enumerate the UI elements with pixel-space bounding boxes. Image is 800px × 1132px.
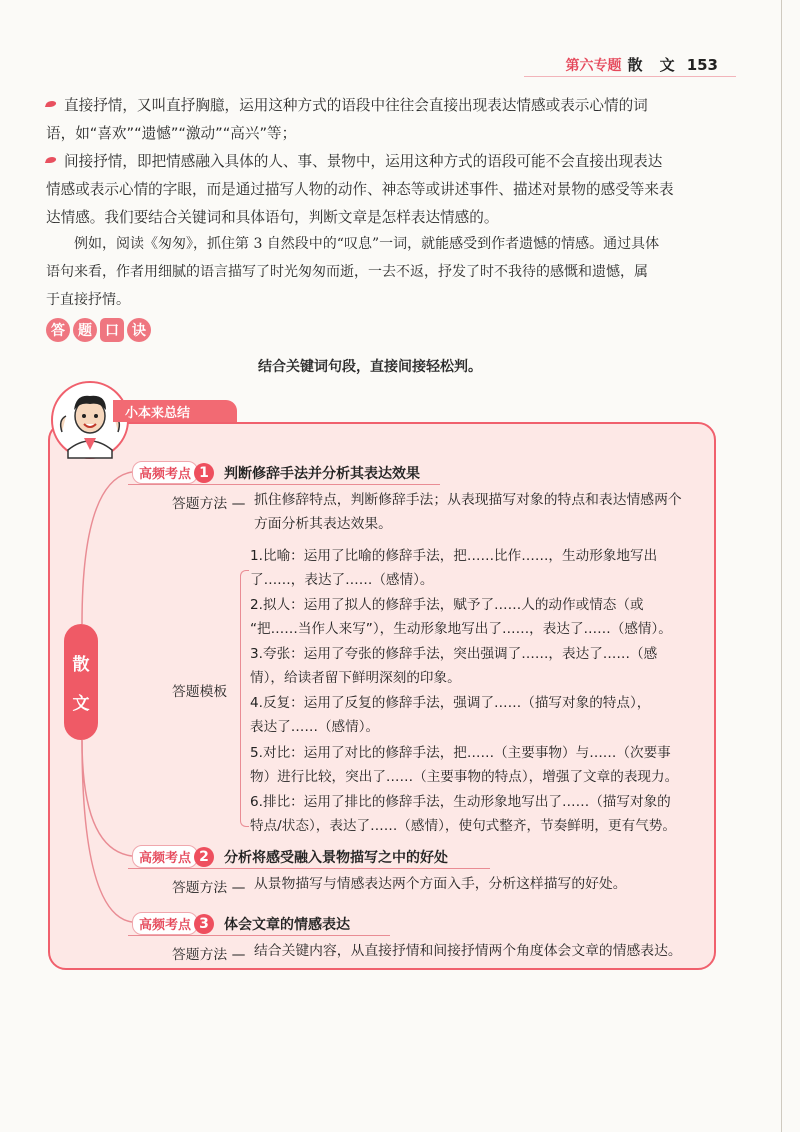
title-char: 题 <box>73 318 97 342</box>
kp-number: 2 <box>194 847 214 867</box>
label-text: 答题方法 <box>172 496 228 512</box>
line: 物）进行比较，突出了……（主要事物的特点），增强了文章的表现力。 <box>250 769 679 785</box>
page-edge <box>781 0 782 1132</box>
paragraph-indirect <box>46 148 726 232</box>
kp2-underline <box>128 868 490 869</box>
kp1-method <box>254 488 714 536</box>
line: 方面分析其表达效果。 <box>254 516 392 532</box>
kp2-method: 从景物描写与情感表达两个方面入手，分析这样描写的好处。 <box>254 876 627 892</box>
paragraph-example <box>46 230 726 314</box>
title-char: 诀 <box>127 318 151 342</box>
kp3-heading <box>132 912 350 935</box>
template-5 <box>250 741 678 789</box>
kp1-heading <box>132 461 420 484</box>
template-label <box>172 680 227 700</box>
kp3-method-label: 答题方法 — <box>172 947 246 963</box>
kp1-method-label: 答题方法 — <box>172 496 246 512</box>
line: 2.拟人：运用了拟人的修辞手法，赋予了……人的动作或情态（或 <box>250 597 644 613</box>
title-char: 答 <box>46 318 70 342</box>
template-2 <box>250 593 672 641</box>
kp2-title: 分析将感受融入景物描写之中的好处 <box>224 849 449 866</box>
answer-tips-line: 结合关键词句段，直接间接轻松判。 <box>258 359 482 375</box>
template-bracket <box>240 570 249 827</box>
label-text: 答题方法 <box>172 947 228 963</box>
kp3-underline <box>128 935 390 936</box>
title-char: 口 <box>100 318 124 342</box>
line: 抓住修辞特点，判断修辞手法；从表现描写对象的特点和表达情感两个 <box>254 492 682 508</box>
template-6 <box>250 790 676 838</box>
line: 语，如“喜欢”“遗憾”“激动”“高兴”等； <box>46 125 297 142</box>
page-number: 153 <box>686 56 718 74</box>
kp2-method-label: 答题方法 — <box>172 880 246 896</box>
line: 6.排比：运用了排比的修辞手法，生动形象地写出了……（描写对象的 <box>250 794 671 810</box>
line: 语句来看，作者用细腻的语言描写了时光匆匆而逝，一去不返，抒发了时不我待的感慨和遗憾，属 <box>46 264 648 280</box>
kp-tag: 高频考点 <box>132 845 198 868</box>
text: 间接抒情，即把情感融入具体的人、事、景物中，运用这种方式的语段可能不会直接出现表达 <box>64 153 663 170</box>
template-4 <box>250 691 650 739</box>
template-3 <box>250 642 657 690</box>
paragraph-direct <box>46 92 726 148</box>
side-label <box>64 624 98 740</box>
line: 情感或表示心情的字眼，而是通过描写人物的动作、神态等或讲述事件、描述对景物的感受等来表 <box>46 181 674 198</box>
side-char: 文 <box>72 694 90 714</box>
kp-number: 1 <box>194 463 214 483</box>
header-topic: 第六专题 <box>565 58 622 74</box>
line <box>46 148 726 176</box>
kp3-title: 体会文章的情感表达 <box>224 916 351 933</box>
header-rule <box>524 76 736 77</box>
header-section: 散 文 <box>627 56 681 74</box>
line: “把……当作人来写”），生动形象地写出了……，表达了……（感情）。 <box>250 621 672 637</box>
bullet-icon <box>45 101 57 107</box>
line: 表达了……（感情）。 <box>250 719 380 735</box>
line: 5.对比：运用了对比的修辞手法，把……（主要事物）与……（次要事 <box>250 745 671 761</box>
line: 特点/状态），表达了……（感情），使句式整齐，节奏鲜明，更有气势。 <box>250 818 676 834</box>
kp-tag: 高频考点 <box>132 461 198 484</box>
label-text: 答题方法 <box>172 880 228 896</box>
line: 情），给读者留下鲜明深刻的印象。 <box>250 670 461 686</box>
line: 达情感。我们要结合关键词和具体语句，判断文章是怎样表达情感的。 <box>46 209 499 226</box>
line: 了……，表达了……（感情）。 <box>250 572 434 588</box>
kp1-title: 判断修辞手法并分析其表达效果 <box>224 465 421 482</box>
kp3-method: 结合关键内容，从直接抒情和间接抒情两个角度体会文章的情感表达。 <box>254 943 682 959</box>
summary-tab: 小本来总结 <box>113 400 237 422</box>
line: 例如，阅读《匆匆》，抓住第 3 自然段中的“叹息”一词，就能感受到作者遗憾的情感。通过具体 <box>74 236 660 252</box>
page-header <box>565 54 718 75</box>
line: 于直接抒情。 <box>46 292 130 308</box>
answer-tips-title <box>46 318 151 342</box>
line: 4.反复：运用了反复的修辞手法，强调了……（描写对象的特点）， <box>250 695 651 711</box>
kp1-underline <box>128 484 440 485</box>
text: 直接抒情，又叫直抒胸臆，运用这种方式的语段中往往会直接出现表达情感或表示心情的词 <box>64 97 648 114</box>
line <box>46 92 726 120</box>
kp-tag: 高频考点 <box>132 912 198 935</box>
bullet-icon <box>45 157 57 163</box>
line: 1.比喻：运用了比喻的修辞手法，把……比作……，生动形象地写出 <box>250 548 658 564</box>
kp2-heading <box>132 845 448 868</box>
label-text: 答题模板 <box>172 684 228 700</box>
template-1 <box>250 544 657 592</box>
line: 3.夸张：运用了夸张的修辞手法，突出强调了……，表达了……（感 <box>250 646 658 662</box>
side-char: 散 <box>72 655 90 675</box>
kp-number: 3 <box>194 914 214 934</box>
